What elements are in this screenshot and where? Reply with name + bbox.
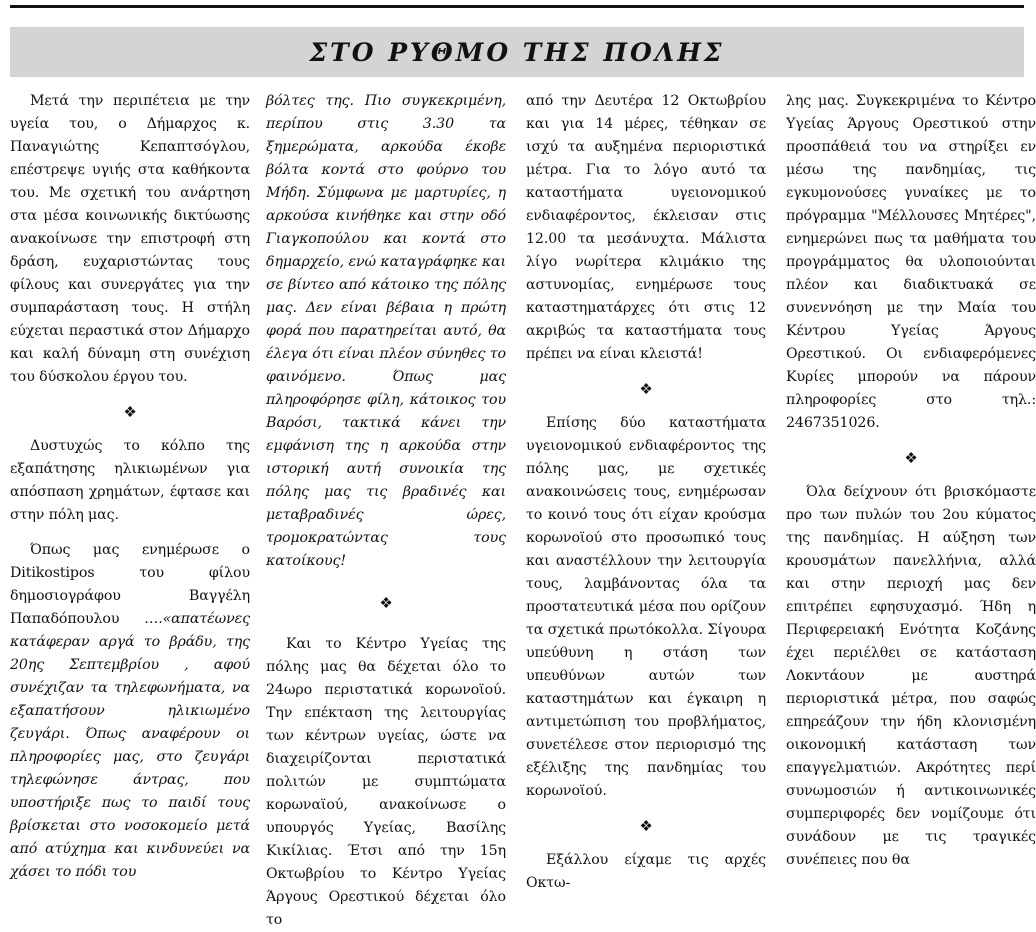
article-paragraph: Επίσης δύο καταστήματα υγειονομικού ενδιαφέροντος της πόλης μας, με σχετικές ανακοινώσεις τους, ενημέρωσαν το κοινό τους ότι είχαν κρούσμα κορωνοϊού στο προσωπικό τους και αναστέλλουν την λειτουργία τους, λαμβάνοντας όλα τα προστατευτικά μέσα που ορίζουν τα σχετικά πρωτόκολλα. Σίγουρα υπεύθυνη η στάση των υπευθύνων αυτών των καταστημάτων και έγκαιρη η αντιμετώπιση του προβλήματος, συνετέλεσε στον περιορισμό της εξέλιξης της πανδημίας του κορωνοϊού. (526, 415, 766, 799)
article-paragraph: Και το Κέντρο Υγείας της πόλης μας θα δέχεται όλο το 24ωρο περιστατικά κορωνοϊού. Την επέκταση της λειτουργίας των κέντρων υγείας, ώστε να διαχειρίζονται περιστατικά πολιτών με συμπτώματα κορωναϊού, ανακοίνωσε ο υπουργός Υγείας, Βασίλης Κικίλιας. Έτσι από την 15η Οκτωβρίου το Κέντρο Υγείας Άργους Ορεστικού δέχεται όλο το (266, 636, 506, 928)
column-1 (10, 90, 250, 880)
ornament-icon: ❖ (639, 817, 653, 835)
article-paragraph: Όλα δείχνουν ότι βρισκόμαστε προ των πυλών του 2ου κύματος της πανδημίας. Η αύξηση των κρουσμάτων πανελλήνια, αλλά και στην περιοχή μας δεν επιτρέπει εφησυχασμό. Ήδη η Περιφερειακή Ενότητα Κοζάνης έχει περιέλθει σε κατάσταση Λοκντάουν με αυστηρά περιοριστικά μέτρα, που σαφώς επηρεάζουν την ήδη κλονισμένη οικονομική κατάσταση των επαγγελματιών. Ακρότητες περί συνωμοσιών ή αντικοινωνικές συμπεριφορές δεν νομίζουμε ότι συνάδουν με τις τραγικές συνέπειες που θα (786, 484, 1036, 868)
article-text: Όπως μας ενημέρωσε ο Ditikostipos του φίλου δημοσιογράφου Βαγγέλη Παπαδόπουλου (10, 542, 250, 627)
ornament-icon: ❖ (379, 594, 393, 612)
article-quote: ….«απατέωνες κατάφεραν αργά το βράδυ, της 20ης Σεπτεμβρίου , αφού συνέχιζαν τα τηλεφωνήματα, να εξαπατήσουν ηλικιωμένο ζευγάρι. Όπως αναφέρουν οι πληροφορίες μας, στο ζευγάρι τηλεφώνησε άντρας, που υποστήριξε πως το παιδί τους βρίσκεται στο νοσοκομείο μετά από ατύχημα και κινδυνεύει να χάσει το πόδι του (10, 611, 250, 880)
article-paragraph: λης μας. Συγκεκριμένα το Κέντρο Υγείας Άργους Ορεστικού στην προσπάθειά του να στηρίξει εν μέσω της πανδημίας, τις εγκυμονούσες γυναίκες με το πρόγραμμα "Μέλλουσες Μητέρες", ενημερώνει πως τα μαθήματα του προγράμματος θα υλοποιούνται πλέον και διαδικτυακά σε συνεννόηση με την Μαία του Κέντρου Υγείας Άργους Ορεστικού. Οι ενδιαφερόμενες Κυρίες μπορούν να πάρουν πληροφορίες στο τηλ.: 2467351026. (786, 93, 1036, 431)
column-4 (786, 90, 1036, 868)
column-3 (526, 90, 766, 891)
article-paragraph: Εξάλλου είχαμε τις αρχές Οκτω- (526, 852, 766, 891)
ornament-icon: ❖ (639, 380, 653, 398)
article-paragraph (10, 539, 250, 884)
section-title: ΣΤΟ ΡΥΘΜΟ ΤΗΣ ΠΟΛΗΣ (309, 37, 725, 67)
ornament-icon: ❖ (904, 449, 918, 467)
section-banner (10, 27, 1024, 77)
article-paragraph: από την Δευτέρα 12 Οκτωβρίου και για 14 μέρες, τέθηκαν σε ισχύ τα αυξημένα περιοριστικά μέτρα. Για το λόγο αυτό τα καταστήματα υγειονομικού ενδιαφέροντος, έκλεισαν στις 12.00 τα μεσάνυχτα. Μάλιστα λίγο νωρίτερα κλιμάκιο της αστυνομίας, ενημέρωσε τους καταστηματάρχες ότι στις 12 ακριβώς τα καταστήματα τους πρέπει να είναι κλειστά! (526, 93, 766, 362)
article-paragraph: Μετά την περιπέτεια με την υγεία του, ο Δήμαρχος κ. Παναγιώτης Κεπαπτσόγλου, επέστρεψε υγιής στα καθήκοντα του. Με σχετική του ανάρτηση στα μέσα κοινωνικής δικτύωσης ανακοίνωσε την επιστροφή στη δράση, ευχαριστώντας τους φίλους και συνεργάτες για την συμπαράσταση τους. Η στήλη εύχεται περαστικά στον Δήμαρχο και καλή δύναμη στη συνέχιση του δύσκολου έργου του. (10, 93, 250, 385)
column-2 (266, 90, 506, 928)
ornament-icon: ❖ (123, 403, 137, 421)
top-rule (10, 5, 1024, 8)
article-quote: βόλτες της. Πιο συγκεκριμένη, περίπου στις 3.30 τα ξημερώματα, αρκούδα έκοβε βόλτα κοντά στο φούρνο του Μήδη. Σύμφωνα με μαρτυρίες, η αρκούσα κινήθηκε και στην οδό Γιαγκοπούλου και κοντά στο δημαρχείο, ενώ καταγράφηκε και σε βίντεο από κάτοικο της πόλης μας. Δεν είναι βέβαια η πρώτη φορά που παρατηρείται αυτό, θα έλεγα ότι είναι πλέον σύνηθες το φαινόμενο. Όπως μας πληροφόρησε φίλη, κάτοικος του Βαρόσι, τακτικά κάνει την εμφάνιση της η αρκούδα στην ιστορική αυτή συνοικία της πόλης μας τις βραδινές και μεταβραδινές ώρες, τρομοκρατώντας τους κατοίκους! (266, 93, 506, 569)
article-paragraph: Δυστυχώς το κόλπο της εξαπάτησης ηλικιωμένων για απόσπαση χρημάτων, έφτασε και στην πόλη μας. (10, 438, 250, 523)
